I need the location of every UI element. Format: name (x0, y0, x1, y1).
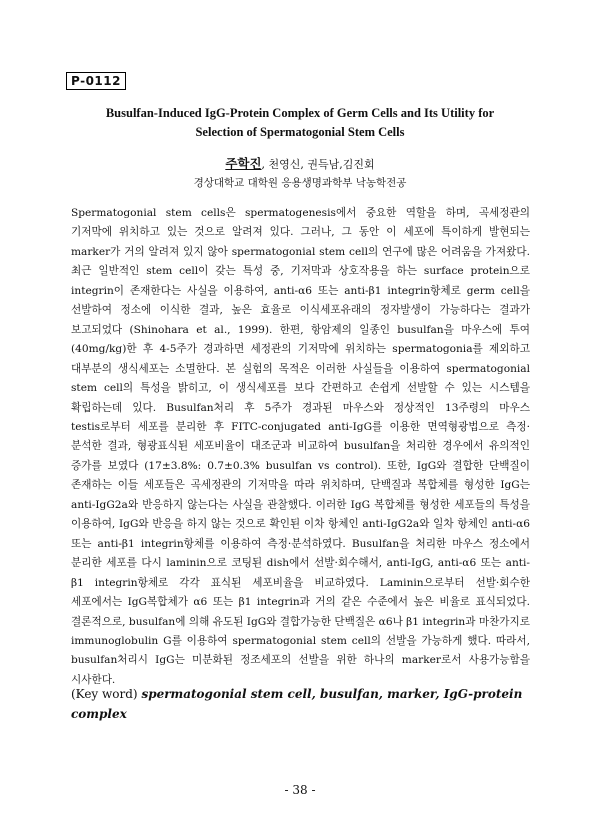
page-number: - 38 - (284, 783, 316, 797)
keywords-label: (Key word) (71, 687, 142, 701)
keywords-section (71, 684, 530, 724)
title-line-1: Busulfan-Induced IgG-Protein Complex of Germ Cells and Its Utility for (105, 106, 495, 120)
paper-code-box: P-0112 (66, 72, 126, 90)
title-line-2: Selection of Spermatogonial Stem Cells (195, 125, 405, 139)
keywords-list: spermatogonial stem cell, busulfan, marker, IgG-protein complex (71, 687, 523, 721)
presenting-author: 주학진 (225, 156, 262, 171)
author-list (0, 156, 600, 173)
affiliation: 경상대학교 대학원 응용생명과학부 낙농학전공 (193, 177, 407, 189)
co-authors: , 천영신, 권득남,김진회 (261, 158, 375, 171)
paper-title (40, 104, 560, 142)
abstract-body: Spermatogonial stem cells은 spermatogenesis에서 중요한 역할을 하며, 곡세정관의 기저막에 위치하고 있는 것으로 알려져 있다. 그러나, 그 동안 이 세포에 특이하게 발현되는 marker가 거의 알려져 있지 않아 spermatogonial stem cell의 연구에 많은 어려움을 가져왔다. 최근 일반적인 stem cell이 갖는 특성 중, 기저막과 상호작용을 하는 surface protein으로 integrin이 존재한다는 사실을 이용하여, anti-α6 또는 anti-β1 integrin항체로 germ cell을 선발하여 정소에 이식한 결과, 높은 효율로 이식세포유래의 정자발생이 가능하다는 결과가 보고되었다 (Shinohara et al., 1999). 한편, 항암제의 일종인 busulfan을 마우스에 투여(40mg/kg)한 후 4-5주가 경과하면 세정관의 기저막에 위치하는 spermatogonia를 제외하고 대부분의 생식세포는 소멸한다. 본 실험의 목적은 이러한 사실들을 이용하여 spermatogonial stem cell의 특성을 밝히고, 이 생식세포를 보다 간편하고 손쉽게 선발할 수 있는 시스템을 확립하는데 있다. Busulfan처리 후 5주가 경과된 마우스와 정상적인 13주령의 마우스 testis로부터 세포를 분리한 후 FITC-conjugated anti-IgG를 이용한 면역형광법으로 측정·분석한 결과, 형광표식된 세포비율이 대조군과 비교하여 busulfan을 처리한 경우에서 유의적인 증가를 보였다 (17±3.8%: 0.7±0.3% busulfan vs control). 또한, IgG와 결합한 단백질이 존재하는 이들 세포들은 곡세정관의 기저막을 따라 위치하며, 단백질과 복합체를 형성한 IgG는 anti-IgG2a와 반응하지 않는다는 사실을 관찰했다. 이러한 IgG 복합체를 형성한 세포들의 특성을 이용하여, IgG와 반응을 하지 않는 것으로 확인된 이차 항체인 anti-IgG2a와 일차 항체인 anti-α6 또는 anti-β1 integrin항체를 이용하여 측정·분석하였다. Busulfan을 처리한 마우스 정소에서 분리한 세포를 다시 laminin으로 코팅된 dish에서 선발·회수해서, anti-IgG, anti-α6 또는 anti-β1 integrin항체로 각각 표식된 세포비율을 비교하였다. Laminin으로부터 선발·회수한 세포에서는 IgG복합체가 α6 또는 β1 integrin과 거의 같은 수준에서 높은 비율로 표식되었다. 결론적으로, busulfan에 의해 유도된 IgG와 결합가능한 단백질은 α6나 β1 integrin과 마찬가지로 immunoglobulin G를 이용하여 spermatogonial stem cell의 선발을 가능하게 했다. 따라서, busulfan처리시 IgG는 미분화된 정조세포의 선발을 위한 하나의 marker로서 사용가능함을 시사한다. (71, 207, 530, 686)
